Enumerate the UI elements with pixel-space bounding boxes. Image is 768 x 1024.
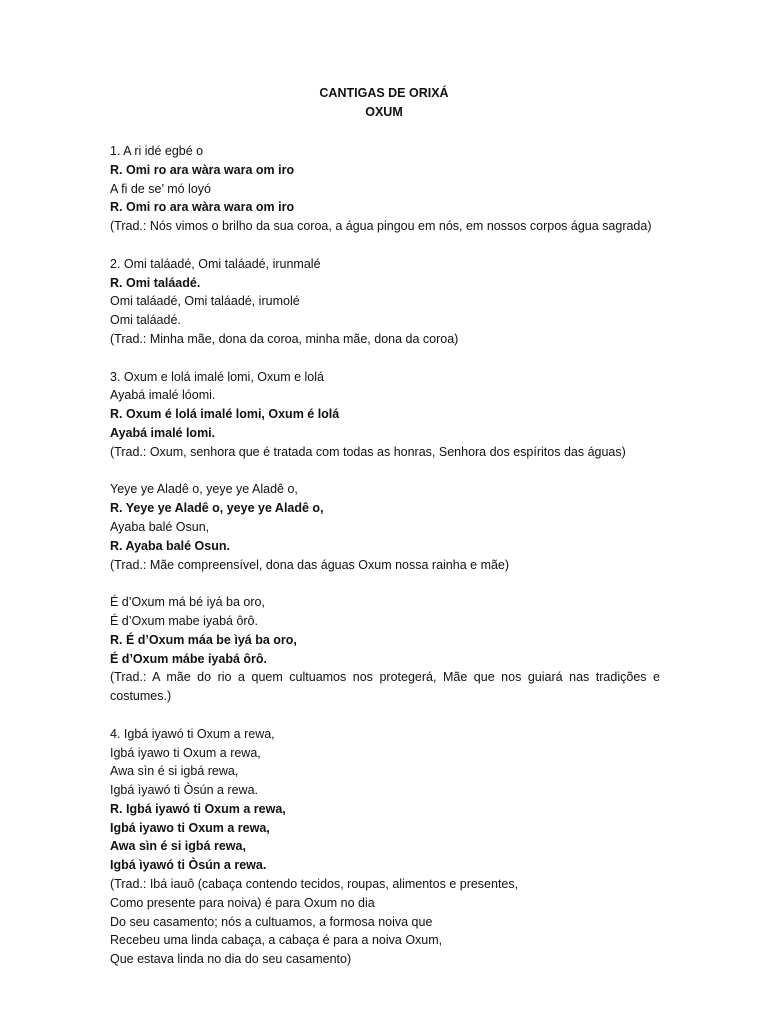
- verse-line: Awa sìn é si igbá rewa,: [110, 764, 239, 779]
- document-subtitle: OXUM: [365, 105, 403, 119]
- verse-line: É d’Oxum mabe iyabá ôrô.: [110, 613, 258, 628]
- translation-line: Do seu casamento; nós a cultuamos, a formosa noiva que: [110, 914, 433, 929]
- translation-line: Como presente para noiva) é para Oxum no dia: [110, 895, 375, 910]
- translation-line: (Trad.: Oxum, senhora que é tratada com todas as honras, Senhora dos espíritos das águas): [110, 444, 626, 459]
- translation-line: (Trad.: A mãe do rio a quem cultuamos nos protegerá, Mãe que nos guiará nas tradições e: [110, 670, 660, 685]
- translation-line: (Trad.: Ibá iauô (cabaça contendo tecidos, roupas, alimentos e presentes,: [110, 877, 519, 892]
- verse-line: A fi de se’ mó loyó: [110, 181, 211, 196]
- refrain-line: R. Igbá iyawó ti Oxum a rewa,: [110, 801, 286, 816]
- spacer: [110, 574, 660, 593]
- refrain-line: R. Oxum é lolá imalé lomi, Oxum é lolá: [110, 407, 340, 422]
- verse-line: 3. Oxum e lolá imalé lomi, Oxum e lolá: [110, 369, 324, 384]
- translation-line: (Trad.: Nós vimos o brilho da sua coroa, a água pingou em nós, em nossos corpos água sagrada): [110, 219, 652, 234]
- spacer: [110, 236, 660, 255]
- song-4: [110, 480, 660, 574]
- refrain-line: R. Omi ro ara wàra wara om iro: [110, 200, 295, 215]
- verse-line: Ayaba balé Osun,: [110, 519, 210, 534]
- song-2: [110, 255, 660, 349]
- verse-line: 1. A ri idé egbé o: [110, 144, 204, 158]
- verse-line: 4. Igbá iyawó ti Oxum a rewa,: [110, 726, 275, 741]
- refrain-line: Awa sìn é si igbá rewa,: [110, 839, 246, 854]
- refrain-line: É d’Oxum mábe iyabá ôrô.: [110, 651, 267, 666]
- refrain-line: R. Yeye ye Aladê o, yeye ye Aladê o,: [110, 501, 324, 516]
- song-3: [110, 368, 660, 462]
- refrain-line: R. É d’Oxum máa be ìyá ba oro,: [110, 632, 297, 647]
- song-5: [110, 593, 660, 706]
- verse-line: Omi taláadé.: [110, 313, 181, 328]
- refrain-line: Igbá iyawo ti Oxum a rewa,: [110, 820, 270, 835]
- verse-line: Ayabá imalé lóomi.: [110, 388, 216, 403]
- spacer: [110, 462, 660, 481]
- verse-line: Igbá iyawo ti Oxum a rewa,: [110, 745, 261, 760]
- document-title: CANTIGAS DE ORIXÁ: [319, 86, 449, 100]
- translation-line: costumes.): [110, 689, 172, 704]
- verse-line: Omi taláadé, Omi taláadé, irumolé: [110, 294, 300, 309]
- verse-line: Igbá ìyawó ti Òsún a rewa.: [110, 783, 258, 798]
- translation-line: Recebeu uma linda cabaça, a cabaça é para a noiva Oxum,: [110, 933, 443, 948]
- refrain-line: R. Omi taláadé.: [110, 275, 201, 290]
- refrain-line: R. Ayaba balé Osun.: [110, 538, 230, 553]
- verse-line: Yeye ye Aladê o, yeye ye Aladê o,: [110, 482, 298, 497]
- translation-line: Que estava linda no dia do seu casamento): [110, 952, 352, 967]
- refrain-line: R. Omi ro ara wàra wara om iro: [110, 162, 295, 177]
- spacer: [110, 706, 660, 725]
- refrain-line: Ayabá imalé lomi.: [110, 425, 216, 440]
- refrain-line: Igbá ìyawó ti Òsún a rewa.: [110, 858, 267, 873]
- verse-line: É d’Oxum má bé iyá ba oro,: [110, 595, 265, 610]
- song-6: [110, 725, 660, 969]
- translation-line: (Trad.: Mãe compreensível, dona das águas Oxum nossa rainha e mãe): [110, 557, 510, 572]
- song-1: [110, 142, 660, 236]
- spacer: [110, 349, 660, 368]
- document-body: [110, 142, 660, 969]
- verse-line: 2. Omi taláadé, Omi taláadé, irunmalé: [110, 256, 321, 271]
- translation-line: (Trad.: Minha mãe, dona da coroa, minha mãe, dona da coroa): [110, 331, 459, 346]
